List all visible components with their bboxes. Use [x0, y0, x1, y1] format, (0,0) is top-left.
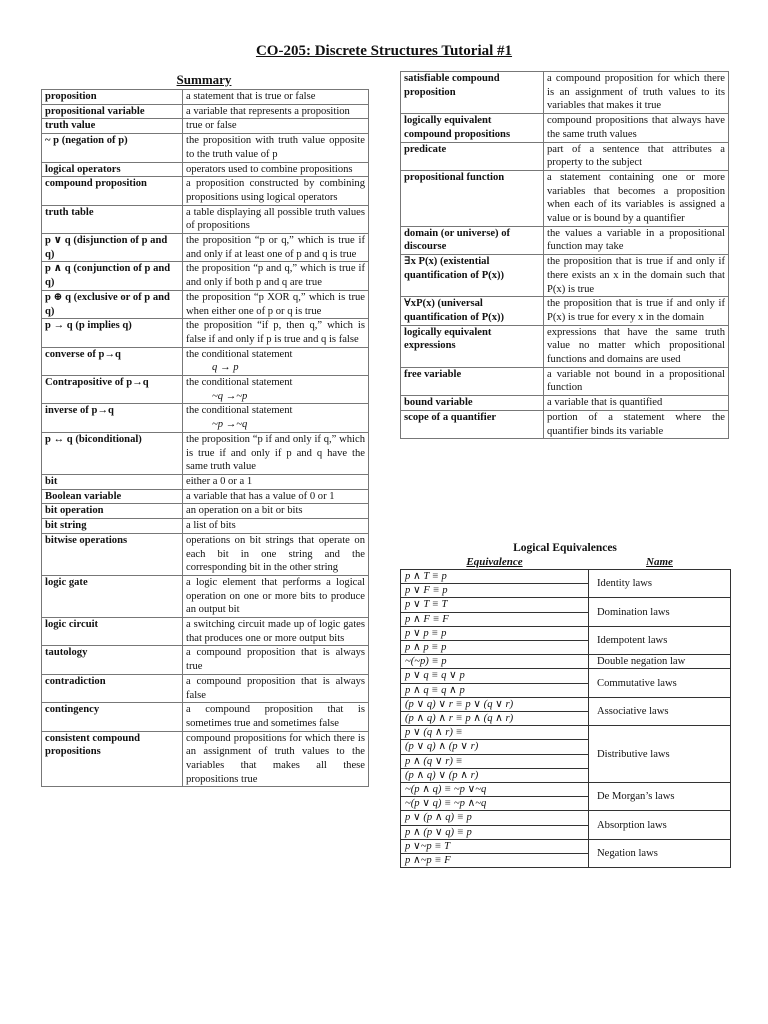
term-row: [401, 410, 729, 438]
definition-text: either a 0 or a 1: [186, 475, 253, 487]
term-row: [42, 376, 369, 404]
equivalence-cell: p ∧ T ≡ p: [401, 570, 589, 584]
definition-cell: [544, 114, 729, 142]
term-row: [401, 226, 729, 254]
equivalence-row: [401, 626, 731, 640]
term-row: [42, 731, 369, 787]
equivalence-row: [401, 655, 731, 669]
equivalence-row: [401, 669, 731, 683]
definition-cell: [183, 618, 369, 646]
definition-cell: [183, 205, 369, 233]
definition-cell: [544, 170, 729, 226]
formula-text: ~q →~p: [212, 390, 248, 402]
term-cell: logical operators: [42, 162, 183, 177]
term-row: [401, 114, 729, 142]
definition-text: part of a sentence that attributes a property to the subject: [547, 143, 725, 169]
term-cell: converse of p→q: [42, 347, 183, 375]
definition-cell: [183, 674, 369, 702]
definition-text: the values a variable in a propositional function may take: [547, 227, 725, 253]
term-row: [42, 104, 369, 119]
definition-text: a list of bits: [186, 520, 236, 532]
term-cell: p ∧ q (conjunction of p and q): [42, 262, 183, 290]
definition-cell: [183, 646, 369, 674]
definition-text: the proposition with truth value opposite to the truth value of p: [186, 135, 365, 160]
term-cell: bound variable: [401, 396, 544, 411]
law-name-cell: Associative laws: [589, 697, 731, 725]
definition-cell: [183, 319, 369, 347]
term-cell: logic circuit: [42, 618, 183, 646]
term-cell: bit: [42, 474, 183, 489]
equivalence-cell: p ∨ p ≡ p: [401, 626, 589, 640]
term-cell: truth value: [42, 119, 183, 134]
definition-text: a compound proposition that is always false: [186, 675, 365, 701]
term-cell: ~ p (negation of p): [42, 134, 183, 162]
law-name-cell: Absorption laws: [589, 811, 731, 839]
name-header: Name: [589, 556, 731, 570]
term-row: [42, 703, 369, 731]
law-name-cell: Identity laws: [589, 570, 731, 598]
term-row: [42, 575, 369, 617]
definition-cell: [183, 533, 369, 575]
term-cell: logic gate: [42, 575, 183, 617]
term-row: [42, 474, 369, 489]
term-cell: contradiction: [42, 674, 183, 702]
equivalences-table: [400, 556, 731, 868]
definition-text: a table displaying all possible truth values of propositions: [186, 206, 365, 232]
definition-cell: [544, 410, 729, 438]
term-cell: logically equivalent compound propositions: [401, 114, 544, 142]
definition-cell: [183, 731, 369, 787]
term-cell: predicate: [401, 142, 544, 170]
term-row: [42, 618, 369, 646]
formula-text: q → p: [212, 362, 239, 374]
equivalence-cell: p ∨ (p ∧ q) ≡ p: [401, 811, 589, 825]
definition-text: a variable not bound in a propositional function: [547, 368, 725, 394]
term-row: [42, 234, 369, 262]
definition-cell: [183, 575, 369, 617]
term-cell: truth table: [42, 205, 183, 233]
term-cell: bit string: [42, 519, 183, 534]
term-cell: domain (or universe) of discourse: [401, 226, 544, 254]
equivalence-row: [401, 726, 731, 740]
summary-table-left: [41, 89, 369, 787]
definition-text: a logic element that performs a logical operation on one or more bits to produce an output bit: [186, 576, 365, 616]
definition-cell: [183, 177, 369, 205]
definition-cell: [544, 367, 729, 395]
term-row: [42, 404, 369, 432]
term-cell: ∃x P(x) (existential quantification of P(x)): [401, 255, 544, 297]
definition-cell: [183, 519, 369, 534]
equivalence-cell: (p ∨ q) ∧ (p ∨ r): [401, 740, 589, 754]
term-cell: p ↔ q (biconditional): [42, 432, 183, 474]
term-cell: contingency: [42, 703, 183, 731]
term-row: [42, 674, 369, 702]
term-cell: scope of a quantifier: [401, 410, 544, 438]
term-cell: ∀xP(x) (universal quantification of P(x)): [401, 297, 544, 325]
law-name-cell: Double negation law: [589, 655, 731, 669]
term-cell: bit operation: [42, 504, 183, 519]
term-cell: Boolean variable: [42, 489, 183, 504]
term-cell: compound proposition: [42, 177, 183, 205]
equivalence-cell: (p ∨ q) ∨ r ≡ p ∨ (q ∨ r): [401, 697, 589, 711]
equivalences-title: Logical Equivalences: [513, 542, 617, 554]
equivalence-row: [401, 811, 731, 825]
definition-text: compound propositions for which there is an assignment of truth values to the variables that makes all these propositions true: [186, 732, 365, 785]
term-cell: proposition: [42, 90, 183, 105]
definition-text: the proposition “if p, then q,” which is false if and only if p is true and q is false: [186, 320, 365, 345]
equivalence-cell: p ∨~p ≡ T: [401, 839, 589, 853]
term-cell: bitwise operations: [42, 533, 183, 575]
definition-cell: [183, 262, 369, 290]
definition-text: the proposition that is true if and only if there exists an x in the domain such that P(x) is true: [547, 256, 725, 295]
definition-text: a statement containing one or more variables that becomes a proposition when each of its variables is assigned a value or is bound by a quantifier: [547, 171, 725, 225]
definition-cell: [183, 703, 369, 731]
definition-cell: [183, 474, 369, 489]
term-cell: tautology: [42, 646, 183, 674]
definition-cell: [183, 489, 369, 504]
definition-cell: [183, 234, 369, 262]
term-cell: free variable: [401, 367, 544, 395]
definition-text: portion of a statement where the quantifier binds its variable: [547, 411, 725, 437]
definition-text: a variable that has a value of 0 or 1: [186, 490, 335, 502]
term-row: [42, 162, 369, 177]
equivalence-cell: p ∧ (q ∨ r) ≡: [401, 754, 589, 768]
equivalence-cell: p ∧ q ≡ q ∧ p: [401, 683, 589, 697]
definition-cell: [544, 142, 729, 170]
definition-cell: [183, 162, 369, 177]
equivalence-cell: p ∧~p ≡ F: [401, 854, 589, 868]
definition-cell: [183, 104, 369, 119]
definition-text: operators used to combine propositions: [186, 163, 353, 175]
definition-text: a switching circuit made up of logic gates that produces one or more output bits: [186, 619, 365, 644]
definition-text: a statement that is true or false: [186, 91, 316, 102]
definition-cell: [183, 90, 369, 105]
definition-text: the proposition “p and q,” which is true if and only if both p and q are true: [186, 263, 365, 289]
definition-text: an operation on a bit or bits: [186, 505, 303, 517]
equivalence-row: [401, 697, 731, 711]
definition-cell: [183, 347, 369, 375]
term-cell: logically equivalent expressions: [401, 325, 544, 367]
definition-cell: [183, 404, 369, 432]
term-cell: propositional function: [401, 170, 544, 226]
equivalence-cell: p ∨ (q ∧ r) ≡: [401, 726, 589, 740]
term-row: [401, 170, 729, 226]
equivalence-row: [401, 783, 731, 797]
definition-text: compound propositions that always have the same truth values: [547, 115, 725, 140]
definition-text: a compound proposition that is always true: [186, 647, 365, 673]
term-row: [42, 177, 369, 205]
term-row: [42, 432, 369, 474]
law-name-cell: De Morgan’s laws: [589, 783, 731, 811]
equivalence-header: Equivalence: [401, 556, 589, 570]
term-cell: propositional variable: [42, 104, 183, 119]
definition-cell: [544, 226, 729, 254]
summary-title: Summary: [176, 72, 232, 87]
definition-text: a proposition constructed by combining propositions using logical operators: [186, 178, 365, 203]
term-cell: p → q (p implies q): [42, 319, 183, 347]
definition-cell: [544, 255, 729, 297]
term-row: [401, 255, 729, 297]
equivalence-cell: p ∧ p ≡ p: [401, 641, 589, 655]
definition-cell: [183, 432, 369, 474]
term-row: [42, 646, 369, 674]
term-row: [42, 347, 369, 375]
term-row: [401, 142, 729, 170]
definition-cell: [544, 297, 729, 325]
term-row: [401, 72, 729, 114]
term-row: [401, 367, 729, 395]
equivalence-cell: ~(p ∨ q) ≡ ~p ∧~q: [401, 797, 589, 811]
definition-text: the conditional statement: [186, 377, 293, 389]
term-row: [42, 119, 369, 134]
definition-text: operations on bit strings that operate on each bit in one string and the corresponding bit in the other string: [186, 534, 365, 574]
term-row: [42, 134, 369, 162]
summary-table-right: [400, 71, 729, 439]
definition-text: a variable that is quantified: [547, 397, 663, 409]
term-row: [42, 205, 369, 233]
equivalence-cell: p ∧ (p ∨ q) ≡ p: [401, 825, 589, 839]
term-cell: inverse of p→q: [42, 404, 183, 432]
equivalence-cell: (p ∧ q) ∨ (p ∧ r): [401, 768, 589, 782]
term-cell: consistent compound propositions: [42, 731, 183, 787]
term-row: [42, 290, 369, 318]
definition-cell: [183, 290, 369, 318]
law-name-cell: Negation laws: [589, 839, 731, 867]
law-name-cell: Commutative laws: [589, 669, 731, 697]
definition-text: a compound proposition for which there is an assignment of truth values to its variables that makes it true: [547, 73, 725, 112]
definition-cell: [544, 325, 729, 367]
definition-cell: [183, 119, 369, 134]
definition-cell: [183, 376, 369, 404]
term-row: [42, 262, 369, 290]
definition-text: a compound proposition that is sometimes true and sometimes false: [186, 704, 365, 729]
term-row: [42, 519, 369, 534]
page-title: CO-205: Discrete Structures Tutorial #1: [255, 43, 513, 59]
equivalence-cell: (p ∧ q) ∧ r ≡ p ∧ (q ∧ r): [401, 712, 589, 726]
definition-text: the conditional statement: [186, 348, 293, 360]
definition-text: true or false: [186, 120, 237, 132]
definition-text: the proposition that is true if and only if P(x) is true for every x in the domain: [547, 298, 725, 323]
formula-text: ~p →~q: [212, 419, 248, 431]
term-row: [401, 325, 729, 367]
definition-cell: [183, 134, 369, 162]
definition-cell: [544, 72, 729, 114]
equivalence-cell: ~(~p) ≡ p: [401, 655, 589, 669]
definition-text: a variable that represents a proposition: [186, 105, 350, 117]
equivalence-row: [401, 570, 731, 584]
definition-text: expressions that have the same truth value no matter which propositional functions and domains are used: [547, 326, 725, 366]
law-name-cell: Distributive laws: [589, 726, 731, 783]
equivalence-cell: p ∨ q ≡ q ∨ p: [401, 669, 589, 683]
term-row: [42, 319, 369, 347]
equivalence-row: [401, 598, 731, 612]
term-cell: satisfiable compound proposition: [401, 72, 544, 114]
term-cell: p ⊕ q (exclusive or of p and q): [42, 290, 183, 318]
definition-text: the proposition “p XOR q,” which is true when either one of p or q is true: [186, 291, 365, 317]
term-row: [42, 489, 369, 504]
term-cell: p ∨ q (disjunction of p and q): [42, 234, 183, 262]
definition-text: the proposition “p or q,” which is true if and only if at least one of p and q is true: [186, 235, 365, 260]
equivalence-cell: ~(p ∧ q) ≡ ~p ∨~q: [401, 783, 589, 797]
law-name-cell: Domination laws: [589, 598, 731, 626]
equivalence-cell: p ∨ F ≡ p: [401, 584, 589, 598]
law-name-cell: Idempotent laws: [589, 626, 731, 654]
equivalence-cell: p ∧ F ≡ F: [401, 612, 589, 626]
term-row: [401, 396, 729, 411]
term-cell: Contrapositive of p→q: [42, 376, 183, 404]
equivalence-row: [401, 839, 731, 853]
definition-cell: [183, 504, 369, 519]
definition-text: the proposition “p if and only if q,” which is true if and only if p and q have the same truth value: [186, 433, 365, 473]
definition-cell: [544, 396, 729, 411]
term-row: [42, 533, 369, 575]
definition-text: the conditional statement: [186, 405, 293, 417]
term-row: [42, 90, 369, 105]
term-row: [42, 504, 369, 519]
equivalence-cell: p ∨ T ≡ T: [401, 598, 589, 612]
term-row: [401, 297, 729, 325]
